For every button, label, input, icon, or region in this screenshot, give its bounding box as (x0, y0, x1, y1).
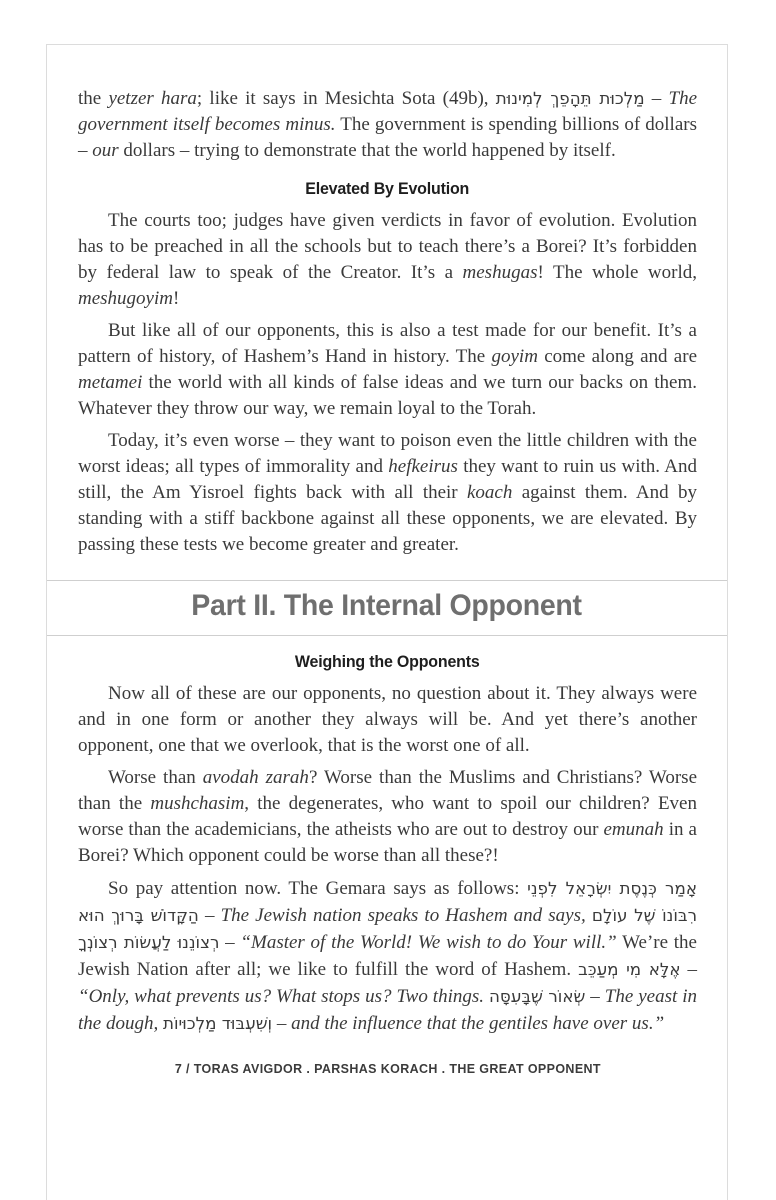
italic-text-run: goyim (491, 346, 538, 367)
hebrew-text-run: מַלְכוּת תֵּהָפֵךְ לְמִינוּת (495, 88, 645, 108)
paragraph-today-worse (78, 428, 697, 558)
text-run: The courts too; judges have given verdicts in favor of evolution. Evolution has to be preached in all the schools but to teach there’s a Borei? It’s forbidden by federal law to speak of the Creator. It’s a (78, 210, 697, 283)
paragraph-courts (78, 208, 697, 312)
italic-text-run: The yeast in the dough, (78, 986, 698, 1034)
text-run: – (219, 932, 241, 953)
text-run: dollars – trying to demonstrate that the world happened by itself. (118, 140, 616, 161)
paragraph-continuation (78, 85, 697, 164)
text-run: So pay attention now. The Gemara says as follows: (108, 878, 528, 899)
text-run: – (272, 1013, 292, 1034)
paragraph-worse-than (78, 765, 697, 869)
text-run: – (680, 959, 698, 980)
italic-text-run: emunah (603, 819, 664, 840)
italic-text-run: meshugoyim (78, 288, 173, 309)
italic-text-run: mushchasim (150, 793, 245, 814)
text-run: ; like it says in Mesichta Sota (49b), (196, 88, 496, 109)
italic-text-run: koach (466, 482, 513, 503)
italic-text-run: metamei (78, 372, 143, 393)
text-run: the (78, 88, 109, 109)
paragraph-pattern-of-history (78, 318, 697, 422)
text-run: ! (172, 288, 180, 309)
italic-text-run: The Jewish nation speaks to Hashem and says, (220, 905, 586, 926)
text-run: they want to ruin us with. And still, the Am Yisroel fights back with all their (78, 456, 697, 503)
italic-text-run: “Only, what prevents us? What stops us? Two things. (78, 986, 484, 1007)
paragraph-gemara-quote (78, 875, 697, 1037)
text-run: – (585, 986, 605, 1007)
hebrew-text-run: שְׂאוֹר שֶׁבָּעִסָּה (488, 986, 586, 1006)
paragraph-now-all-opponents (78, 681, 697, 759)
italic-text-run: hefkeirus (388, 456, 458, 477)
text-run: But like all of our opponents, this is also a test made for our benefit. It’s a pattern of history, of Hashem’s Hand in history. The (78, 320, 697, 367)
italic-text-run: and the influence that the gentiles have over us.” (291, 1013, 665, 1034)
italic-text-run: “Master of the World! We wish to do Your will.” (240, 932, 617, 953)
page-footer (78, 1055, 697, 1081)
section-heading-elevated-label: Elevated By Evolution (305, 179, 470, 198)
page-body (47, 45, 727, 1081)
text-run: Worse than (108, 767, 203, 788)
text-run: – (198, 905, 221, 926)
part-banner-title: Part II. The Internal Opponent (191, 589, 583, 622)
part-banner (47, 580, 727, 636)
hebrew-text-run: רִבּוֹנוֹ שֶׁל עוֹלָם רְצוֹנֵנוּ לַעֲשׂוֹת רְצוֹנְךָ (78, 905, 697, 952)
text-run: – (644, 88, 669, 109)
italic-text-run: yetzer hara (108, 88, 197, 109)
section-heading-weighing-label: Weighing the Opponents (295, 652, 480, 671)
section-heading-elevated (78, 179, 697, 199)
text-run: ! The whole world, (537, 262, 697, 283)
italic-text-run: meshugas (462, 262, 538, 283)
text-run: We’re the Jewish Nation after all; we like to fulfill the word of Hashem. (78, 932, 697, 980)
text-run: The government is spending billions of dollars – (78, 114, 697, 161)
hebrew-text-run: אֶלָּא מִי מְעַכֵּב (578, 959, 681, 979)
text-run: ? Worse than the Muslims and Christians? Worse than the (78, 767, 697, 814)
italic-text-run: The government itself becomes minus. (78, 88, 698, 135)
footer-text: 7 / TORAS AVIGDOR . PARSHAS KORACH . THE GREAT OPPONENT (174, 1061, 601, 1076)
text-run: in a Borei? Which opponent could be worse than all these?! (78, 819, 697, 866)
italic-text-run: avodah zarah (202, 767, 309, 788)
text-run: come along and are (537, 346, 698, 367)
section-heading-weighing (78, 652, 697, 672)
hebrew-text-run: וְשִׁעְבּוּד מַלְכוּיוֹת (162, 1013, 273, 1033)
text-run: the world with all kinds of false ideas and we turn our backs on them. Whatever they throw our way, we remain loyal to the Torah. (78, 372, 697, 419)
text-run: against them. And by standing with a stiff backbone against all these opponents, we are elevated. By passing these tests we become greater and greater. (78, 482, 697, 555)
text-run: Now all of these are our opponents, no question about it. They always were and in one form or another they always will be. And yet there’s another opponent, one that we overlook, that is the worst one of all. (78, 683, 697, 756)
text-run: Today, it’s even worse – they want to poison even the little children with the worst ideas; all types of immorality and (78, 430, 697, 477)
page-sheet (46, 44, 728, 1200)
text-run: , the degenerates, who want to spoil our children? Even worse than the academicians, the atheists who are out to destroy our (78, 793, 697, 840)
hebrew-text-run: אָמַר כְּנֶסֶת יִשְׂרָאֵל לִפְנֵי הַקָּדוֹשׁ בָּרוּךְ הוּא (78, 878, 697, 925)
italic-text-run: our (92, 140, 119, 161)
